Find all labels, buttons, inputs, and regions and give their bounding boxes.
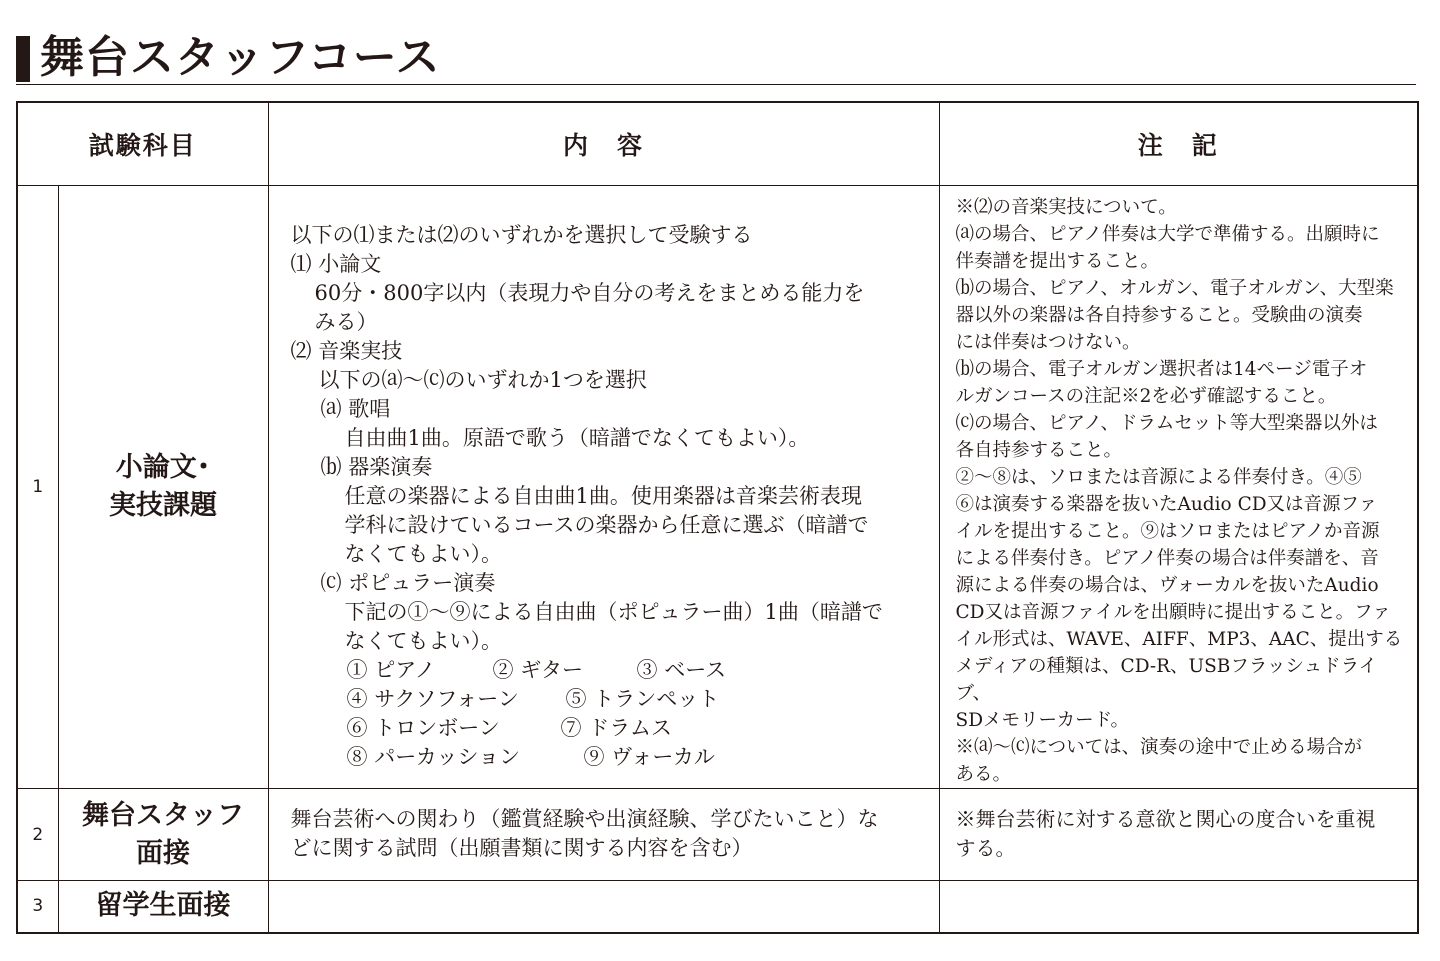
notes-line: 伴奏譜を提出すること。 xyxy=(955,251,1160,272)
exam-table xyxy=(16,101,1419,934)
instrument-item: ⑤ トランペット xyxy=(565,686,720,711)
notes-line: ※舞台芸術に対する意欲と関心の度合いを重視 xyxy=(955,806,1376,831)
content-intro: 以下の⑴または⑵のいずれかを選択して受験する xyxy=(290,222,753,247)
instrument-row xyxy=(291,656,923,685)
title-accent-bar xyxy=(16,36,30,82)
instrument-item: ⑥ トロンボーン xyxy=(346,715,500,740)
subject-cell xyxy=(58,881,268,933)
row-number: 1 xyxy=(17,186,58,789)
instrument-row xyxy=(291,743,923,772)
subject-line: 面接 xyxy=(136,837,190,869)
header-subject: 試験科目 xyxy=(17,102,268,186)
table-row xyxy=(17,881,1418,933)
notes-line: による伴奏付き。ピアノ伴奏の場合は伴奏譜を、音 xyxy=(955,548,1379,569)
notes-line: する。 xyxy=(955,835,1016,860)
option-b-body: 任意の楽器による自由曲1曲。使用楽器は音楽芸術表現 xyxy=(344,483,862,508)
notes-line: ※⑵の音楽実技について。 xyxy=(955,197,1177,218)
instrument-item: ⑧ パーカッション xyxy=(346,744,521,769)
subject-line: 実技課題 xyxy=(109,490,217,521)
section-1-heading: ⑴ 小論文 xyxy=(290,251,382,276)
content-line: 舞台芸術への関わり（鑑賞経験や出演経験、学びたいこと）な xyxy=(290,806,879,831)
subject-line: 留学生面接 xyxy=(95,890,231,922)
content-cell xyxy=(268,789,939,881)
row-number: 3 xyxy=(17,881,58,933)
subject-cell xyxy=(58,186,268,789)
instrument-item: ④ サクソフォーン xyxy=(346,686,519,711)
subject-line: 舞台スタッフ xyxy=(82,799,244,831)
title-underline xyxy=(16,84,1416,85)
notes-line: ⑥は演奏する楽器を抜いたAudio CD又は音源ファ xyxy=(955,494,1378,515)
notes-line: 各自持参すること。 xyxy=(955,440,1123,461)
notes-line: ある。 xyxy=(955,764,1012,785)
table-row xyxy=(17,186,1418,789)
header-row xyxy=(17,102,1418,186)
section-1-body: みる） xyxy=(314,309,378,334)
option-b-body: なくてもよい）。 xyxy=(344,541,503,566)
notes-line: SDメモリーカード。 xyxy=(955,710,1129,731)
row-number: 2 xyxy=(17,789,58,881)
option-a-body: 自由曲1曲。原語で歌う（暗譜でなくてもよい）。 xyxy=(344,425,810,450)
section-1-body: 60分・800字以内（表現力や自分の考えをまとめる能力を xyxy=(314,280,865,305)
content-line: どに関する試問（出願書類に関する内容を含む） xyxy=(290,835,753,860)
section-2-heading: ⑵ 音楽実技 xyxy=(290,338,403,363)
notes-line: ⒜の場合、ピアノ伴奏は大学で準備する。出願時に xyxy=(955,224,1380,245)
notes-line: ルガンコースの注記※2を必ず確認すること。 xyxy=(955,386,1337,407)
subject-line: 小論文･ xyxy=(115,452,211,483)
instrument-item: ② ギター xyxy=(492,657,583,682)
option-c-body: なくてもよい）。 xyxy=(344,628,503,653)
notes-cell-empty xyxy=(939,881,1418,933)
option-b-heading: ⒝ 器楽演奏 xyxy=(320,454,433,479)
notes-line: 器以外の楽器は各自持参すること。受験曲の演奏 xyxy=(955,305,1363,326)
option-c-heading: ⒞ ポピュラー演奏 xyxy=(320,570,496,595)
content-cell-empty xyxy=(268,881,939,933)
option-a-heading: ⒜ 歌唱 xyxy=(320,396,391,421)
notes-line: ⒝の場合、電子オルガン選択者は14ページ電子オ xyxy=(955,359,1368,380)
notes-text xyxy=(940,186,1418,788)
notes-line: ②～⑧は、ソロまたは音源による伴奏付き。④⑤ xyxy=(955,467,1362,488)
section-2-lead: 以下の⒜～⒞のいずれか1つを選択 xyxy=(318,367,647,392)
notes-line: ⒞の場合、ピアノ、ドラムセット等大型楽器以外は xyxy=(955,413,1378,434)
notes-line: には伴奏はつけない。 xyxy=(955,332,1141,353)
instrument-item: ③ ベース xyxy=(636,657,727,682)
subject-cell xyxy=(58,789,268,881)
notes-cell xyxy=(939,186,1418,789)
instrument-item: ⑨ ヴォーカル xyxy=(583,744,715,769)
instrument-item: ① ピアノ xyxy=(346,657,436,682)
page-title: 舞台スタッフコース xyxy=(40,32,441,83)
instrument-row xyxy=(291,685,923,714)
content-cell xyxy=(268,186,939,789)
table-row xyxy=(17,789,1418,881)
notes-line: メディアの種類は、CD-R、USBフラッシュドライブ、 xyxy=(955,656,1378,704)
header-content: 内 容 xyxy=(268,102,939,186)
notes-line: CD又は音源ファイルを出願時に提出すること。ファ xyxy=(955,602,1391,623)
notes-line: 源による伴奏の場合は、ヴォーカルを抜いたAudio xyxy=(955,575,1379,596)
option-b-body: 学科に設けているコースの楽器から任意に選ぶ（暗譜で xyxy=(344,512,869,537)
notes-line: ※⒜～⒞については、演奏の途中で止める場合が xyxy=(955,737,1363,758)
header-notes: 注 記 xyxy=(939,102,1418,186)
option-c-body: 下記の①～⑨による自由曲（ポピュラー曲）1曲（暗譜で xyxy=(344,599,883,624)
notes-line: イルを提出すること。⑨はソロまたはピアノか音源 xyxy=(955,521,1380,542)
notes-line: イル形式は、WAVE、AIFF、MP3、AAC、提出する xyxy=(955,629,1403,650)
instrument-row xyxy=(291,714,923,743)
notes-cell xyxy=(939,789,1418,881)
instrument-item: ⑦ ドラムス xyxy=(560,715,672,740)
notes-line: ⒝の場合、ピアノ、オルガン、電子オルガン、大型楽 xyxy=(955,278,1394,299)
